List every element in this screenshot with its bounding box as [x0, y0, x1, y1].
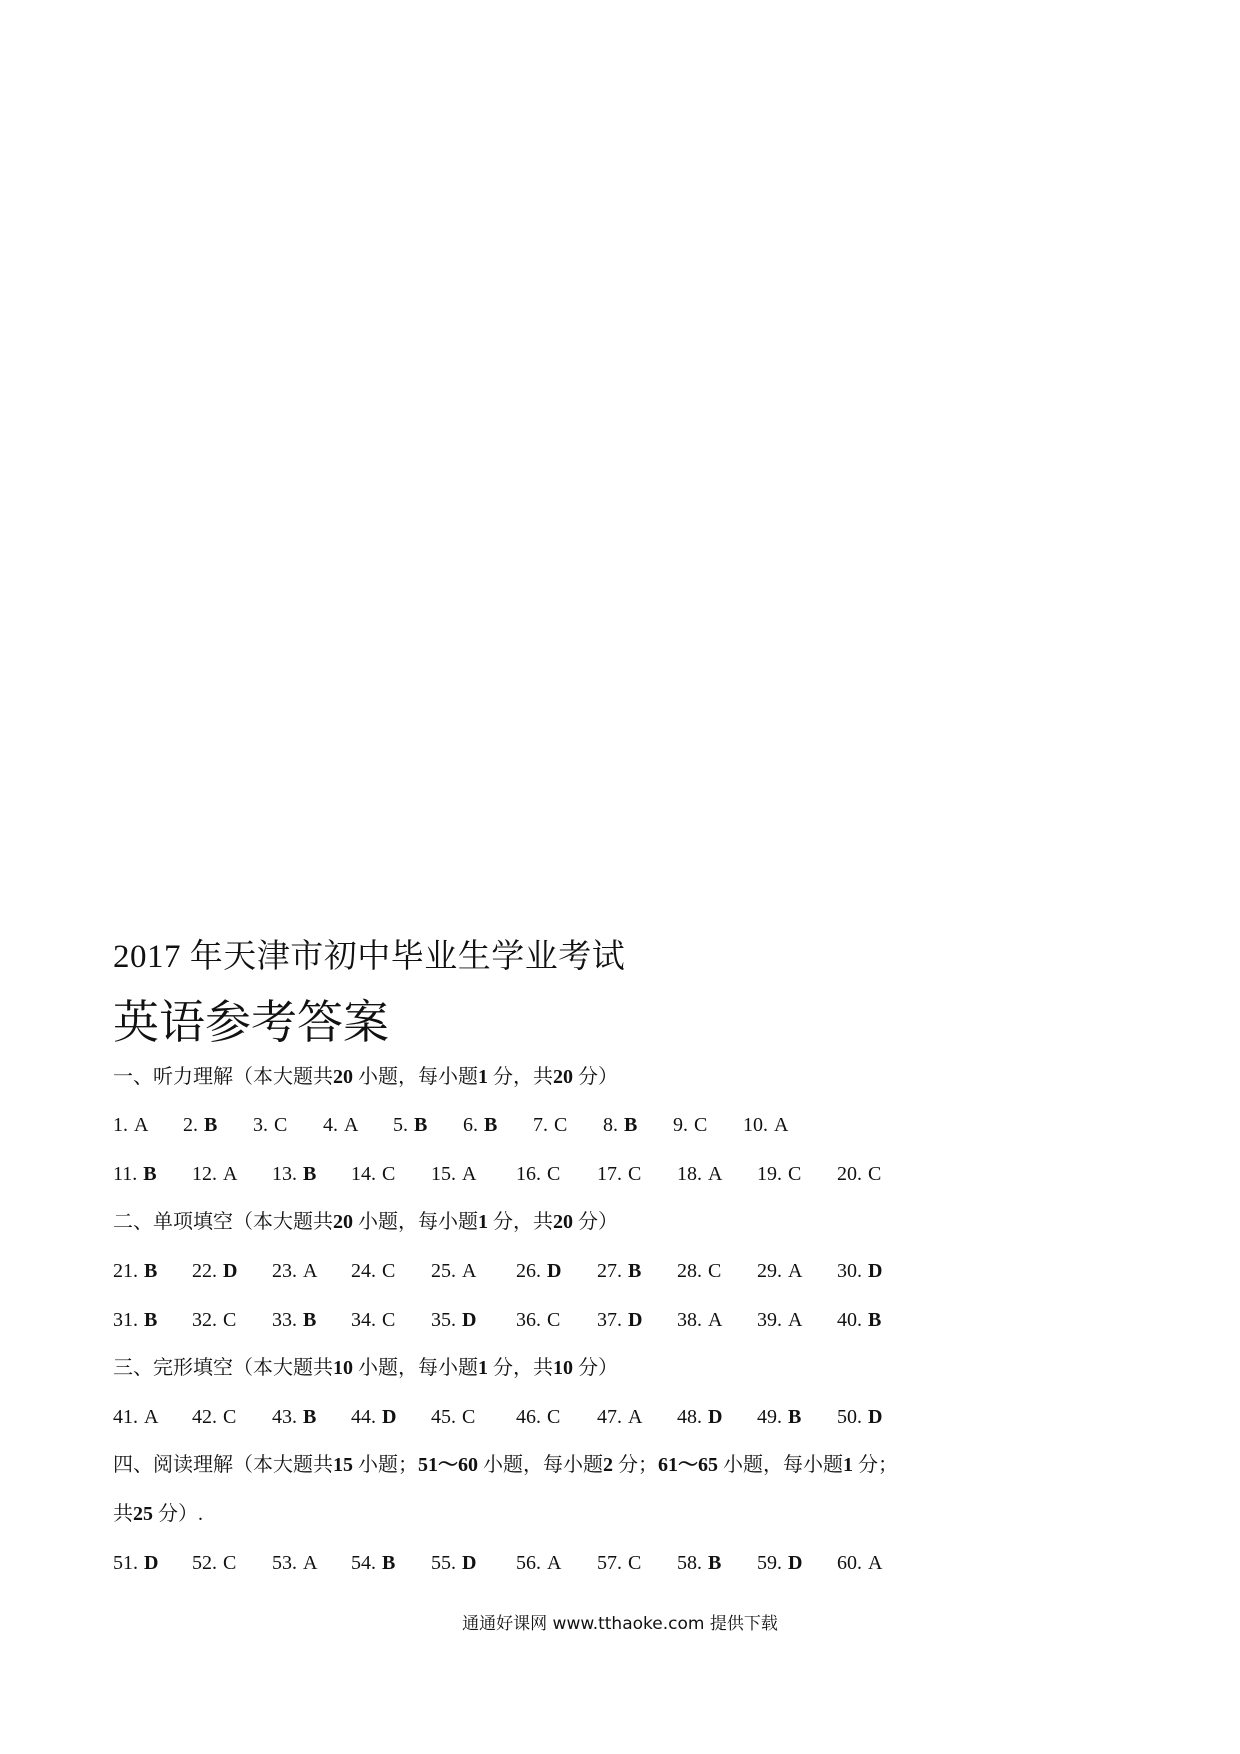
answer-letter: D — [382, 1406, 397, 1428]
answer-number: 55. — [431, 1552, 456, 1574]
answer-item — [677, 1160, 722, 1188]
answer-item — [272, 1160, 316, 1188]
answer-letter: B — [382, 1552, 396, 1574]
answer-number: 42. — [192, 1406, 217, 1428]
answer-item — [192, 1403, 236, 1431]
answer-letter: C — [628, 1163, 642, 1185]
answer-number: 43. — [272, 1406, 297, 1428]
answer-letter: A — [547, 1552, 562, 1574]
answer-number: 3. — [253, 1114, 268, 1136]
answer-item — [192, 1160, 237, 1188]
answer-letter: C — [547, 1163, 561, 1185]
answer-letter: A — [144, 1406, 159, 1428]
answer-item — [351, 1306, 395, 1334]
answer-letter: A — [708, 1309, 723, 1331]
answer-number: 2. — [183, 1114, 198, 1136]
answer-letter: C — [223, 1309, 237, 1331]
answer-letter: D — [144, 1552, 159, 1574]
answer-item — [192, 1306, 236, 1334]
answer-number: 33. — [272, 1309, 297, 1331]
answer-item — [351, 1160, 395, 1188]
answer-item — [431, 1403, 475, 1431]
answer-item — [351, 1257, 395, 1285]
answer-number: 47. — [597, 1406, 622, 1428]
answer-letter: D — [788, 1552, 803, 1574]
answer-number: 54. — [351, 1552, 376, 1574]
answer-item — [516, 1306, 560, 1334]
answer-item — [757, 1306, 802, 1334]
answer-number: 23. — [272, 1260, 297, 1282]
answer-number: 1. — [113, 1114, 128, 1136]
answer-letter: D — [547, 1260, 562, 1282]
answer-number: 34. — [351, 1309, 376, 1331]
answer-item — [516, 1403, 560, 1431]
answer-number: 12. — [192, 1163, 217, 1185]
answer-item — [677, 1403, 722, 1431]
answer-letter: B — [624, 1114, 638, 1136]
answer-number: 50. — [837, 1406, 862, 1428]
exam-title: 2017 年天津市初中毕业生学业考试 — [113, 939, 626, 975]
answer-item — [431, 1160, 476, 1188]
answer-letter: C — [274, 1114, 288, 1136]
answer-item — [113, 1111, 148, 1139]
answer-number: 15. — [431, 1163, 456, 1185]
answer-item — [597, 1306, 642, 1334]
answer-number: 30. — [837, 1260, 862, 1282]
answer-letter: A — [708, 1163, 723, 1185]
answer-number: 27. — [597, 1260, 622, 1282]
answer-letter: A — [868, 1552, 883, 1574]
answer-letter: C — [223, 1552, 237, 1574]
answer-number: 11. — [113, 1163, 138, 1185]
answer-item — [272, 1403, 316, 1431]
answer-item — [677, 1257, 721, 1285]
answer-item — [183, 1111, 217, 1139]
section-4-heading-line-2: 共25 分）. — [113, 1503, 203, 1525]
answer-number: 17. — [597, 1163, 622, 1185]
answer-item — [837, 1549, 882, 1577]
answer-number: 45. — [431, 1406, 456, 1428]
answer-letter: A — [134, 1114, 149, 1136]
answer-letter: A — [462, 1163, 477, 1185]
answer-letter: B — [303, 1406, 317, 1428]
answer-item — [113, 1306, 157, 1334]
answer-number: 53. — [272, 1552, 297, 1574]
answer-number: 57. — [597, 1552, 622, 1574]
answer-letter: C — [708, 1260, 722, 1282]
answer-item — [677, 1306, 722, 1334]
section-2-heading: 二、单项填空（本大题共20 小题，每小题1 分，共20 分） — [113, 1211, 618, 1233]
answer-letter: C — [694, 1114, 708, 1136]
answer-letter: C — [554, 1114, 568, 1136]
answer-key-heading: 英语参考答案 — [113, 997, 389, 1048]
answer-item — [673, 1111, 707, 1139]
answer-number: 38. — [677, 1309, 702, 1331]
answer-item — [463, 1111, 497, 1139]
answer-item — [253, 1111, 287, 1139]
answer-item — [597, 1549, 641, 1577]
answer-number: 6. — [463, 1114, 478, 1136]
answer-number: 25. — [431, 1260, 456, 1282]
answer-number: 20. — [837, 1163, 862, 1185]
answer-number: 22. — [192, 1260, 217, 1282]
answer-letter: B — [868, 1309, 882, 1331]
answer-number: 37. — [597, 1309, 622, 1331]
answer-letter: A — [344, 1114, 359, 1136]
answer-item — [837, 1160, 881, 1188]
answer-letter: A — [303, 1552, 318, 1574]
answer-number: 26. — [516, 1260, 541, 1282]
answer-item — [533, 1111, 567, 1139]
answer-item — [757, 1403, 801, 1431]
answer-number: 8. — [603, 1114, 618, 1136]
answer-item — [431, 1306, 476, 1334]
answer-letter: D — [223, 1260, 238, 1282]
section-1-heading: 一、听力理解（本大题共20 小题，每小题1 分，共20 分） — [113, 1066, 618, 1088]
answer-letter: B — [484, 1114, 498, 1136]
answer-item — [516, 1160, 560, 1188]
answer-number: 14. — [351, 1163, 376, 1185]
answer-number: 40. — [837, 1309, 862, 1331]
answer-item — [192, 1549, 236, 1577]
answer-item — [597, 1160, 641, 1188]
answer-number: 9. — [673, 1114, 688, 1136]
answer-letter: B — [708, 1552, 722, 1574]
answer-item — [431, 1549, 476, 1577]
answer-number: 5. — [393, 1114, 408, 1136]
answer-number: 28. — [677, 1260, 702, 1282]
answer-item — [597, 1403, 642, 1431]
answer-number: 13. — [272, 1163, 297, 1185]
answer-item — [837, 1257, 882, 1285]
answer-letter: C — [382, 1163, 396, 1185]
answer-number: 49. — [757, 1406, 782, 1428]
answer-item — [757, 1257, 802, 1285]
answer-item — [757, 1549, 802, 1577]
answer-letter: C — [382, 1260, 396, 1282]
answer-item — [837, 1306, 881, 1334]
section-4-heading: 四、阅读理解（本大题共15 小题；51～60 小题，每小题2 分；61～65 小题，每小题1 分； — [113, 1454, 898, 1476]
answer-letter: B — [204, 1114, 218, 1136]
answer-letter: D — [462, 1552, 477, 1574]
answer-letter: C — [223, 1406, 237, 1428]
answer-letter: D — [708, 1406, 723, 1428]
answer-letter: D — [868, 1406, 883, 1428]
answer-number: 31. — [113, 1309, 138, 1331]
answer-number: 18. — [677, 1163, 702, 1185]
answer-number: 58. — [677, 1552, 702, 1574]
answer-letter: A — [628, 1406, 643, 1428]
answer-item — [113, 1403, 158, 1431]
answer-number: 10. — [743, 1114, 768, 1136]
answer-number: 52. — [192, 1552, 217, 1574]
answer-letter: A — [788, 1309, 803, 1331]
answer-number: 35. — [431, 1309, 456, 1331]
answer-number: 19. — [757, 1163, 782, 1185]
answer-number: 41. — [113, 1406, 138, 1428]
answer-item — [431, 1257, 476, 1285]
answer-letter: C — [547, 1406, 561, 1428]
answer-number: 36. — [516, 1309, 541, 1331]
answer-letter: D — [628, 1309, 643, 1331]
answer-item — [351, 1403, 396, 1431]
answer-number: 48. — [677, 1406, 702, 1428]
answer-item — [743, 1111, 788, 1139]
answer-item — [757, 1160, 801, 1188]
answer-letter: B — [303, 1163, 317, 1185]
answer-letter: B — [788, 1406, 802, 1428]
answer-number: 29. — [757, 1260, 782, 1282]
answer-letter: A — [223, 1163, 238, 1185]
answer-number: 44. — [351, 1406, 376, 1428]
answer-item — [603, 1111, 637, 1139]
answer-letter: C — [628, 1552, 642, 1574]
answer-letter: B — [143, 1163, 157, 1185]
answer-letter: B — [144, 1260, 158, 1282]
answer-item — [113, 1160, 157, 1188]
answer-letter: A — [303, 1260, 318, 1282]
answer-item — [272, 1257, 317, 1285]
answer-item — [351, 1549, 395, 1577]
answer-letter: B — [414, 1114, 428, 1136]
answer-item — [677, 1549, 721, 1577]
answer-item — [192, 1257, 237, 1285]
answer-item — [113, 1257, 157, 1285]
answer-item — [393, 1111, 427, 1139]
answer-number: 21. — [113, 1260, 138, 1282]
answer-number: 51. — [113, 1552, 138, 1574]
answer-number: 46. — [516, 1406, 541, 1428]
answer-item — [516, 1549, 561, 1577]
answer-letter: D — [462, 1309, 477, 1331]
answer-letter: A — [462, 1260, 477, 1282]
answer-item — [516, 1257, 561, 1285]
answer-number: 39. — [757, 1309, 782, 1331]
answer-letter: A — [774, 1114, 789, 1136]
answer-number: 7. — [533, 1114, 548, 1136]
answer-item — [837, 1403, 882, 1431]
answer-letter: C — [788, 1163, 802, 1185]
answer-item — [272, 1306, 316, 1334]
answer-number: 56. — [516, 1552, 541, 1574]
answer-number: 16. — [516, 1163, 541, 1185]
answer-letter: C — [868, 1163, 882, 1185]
answer-letter: D — [868, 1260, 883, 1282]
answer-letter: C — [382, 1309, 396, 1331]
answer-item — [597, 1257, 641, 1285]
section-3-heading: 三、完形填空（本大题共10 小题，每小题1 分，共10 分） — [113, 1357, 618, 1379]
answer-letter: C — [462, 1406, 476, 1428]
answer-number: 24. — [351, 1260, 376, 1282]
answer-item — [113, 1549, 158, 1577]
answer-number: 4. — [323, 1114, 338, 1136]
answer-letter: B — [303, 1309, 317, 1331]
answer-letter: A — [788, 1260, 803, 1282]
answer-letter: C — [547, 1309, 561, 1331]
answer-number: 32. — [192, 1309, 217, 1331]
answer-item — [323, 1111, 358, 1139]
answer-letter: B — [144, 1309, 158, 1331]
answer-number: 59. — [757, 1552, 782, 1574]
page-footer: 通通好课网 www.tthaoke.com 提供下载 — [462, 1614, 778, 1634]
answer-letter: B — [628, 1260, 642, 1282]
answer-item — [272, 1549, 317, 1577]
answer-number: 60. — [837, 1552, 862, 1574]
